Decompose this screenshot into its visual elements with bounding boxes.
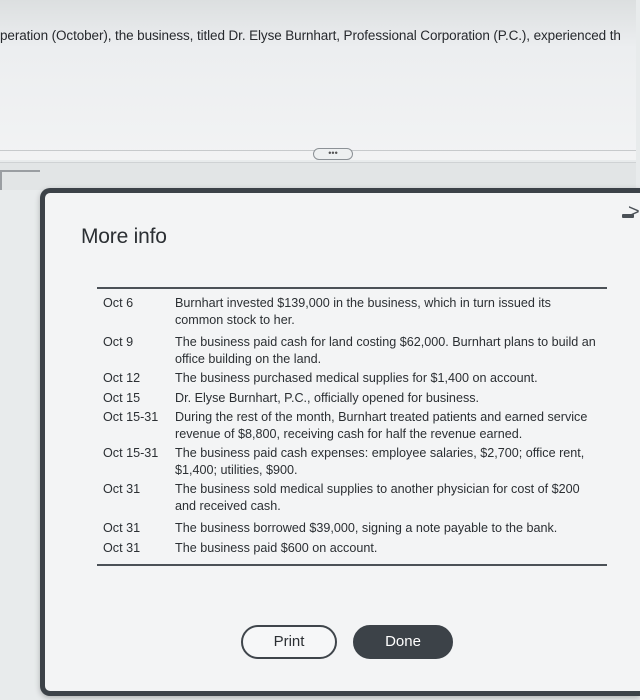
info-table — [97, 287, 607, 566]
row-date: Oct 12 — [103, 371, 141, 385]
row-date: Oct 31 — [103, 540, 141, 555]
table-row — [97, 390, 607, 407]
table-row — [97, 520, 607, 537]
print-button[interactable]: Print — [241, 625, 337, 659]
row-date: Oct 15-31 — [103, 410, 159, 424]
row-date: Oct 6 — [103, 296, 134, 310]
table-row — [97, 540, 607, 557]
row-description: The business paid $600 on account. — [175, 540, 378, 555]
row-description: Dr. Elyse Burnhart, P.C., officially opened for business. — [175, 390, 480, 405]
row-date: Oct 31 — [103, 521, 141, 535]
row-description: Burnhart invested $139,000 in the business, which in turn issued its common stock to her. — [175, 296, 551, 327]
done-button[interactable]: Done — [353, 625, 453, 659]
problem-text-line: peration (October), the business, titled Dr. Elyse Burnhart, Professional Corporation (P.C.), experienced th — [0, 28, 621, 43]
row-description: The business paid cash for land costing $62,000. Burnhart plans to build an office building on the land. — [175, 335, 596, 366]
row-date: Oct 31 — [103, 482, 141, 496]
row-description: The business sold medical supplies to another physician for cost of $200 and received cash. — [175, 482, 580, 513]
table-row — [97, 445, 607, 478]
table-row — [97, 334, 607, 367]
underlying-panel-edge — [0, 170, 40, 190]
row-description: During the rest of the month, Burnhart treated patients and earned service revenue of $8,800, receiving cash for half the revenue earned. — [175, 410, 588, 441]
row-date: Oct 9 — [103, 335, 134, 349]
close-icon[interactable]: > — [628, 201, 640, 223]
dialog-title: More info — [81, 225, 167, 248]
row-date: Oct 15-31 — [103, 446, 159, 460]
expand-handle-button[interactable]: ••• — [313, 148, 353, 160]
table-row — [97, 295, 607, 328]
row-description: The business borrowed $39,000, signing a note payable to the bank. — [175, 521, 558, 535]
more-info-dialog — [40, 188, 640, 696]
row-description: The business paid cash expenses: employee salaries, $2,700; office rent, $1,400; utilities, $900. — [175, 446, 585, 477]
row-date: Oct 15 — [103, 390, 141, 405]
table-row — [97, 409, 607, 442]
table-row — [97, 481, 607, 514]
table-row — [97, 370, 607, 387]
page-background — [0, 0, 636, 160]
row-description: The business purchased medical supplies for $1,400 on account. — [175, 371, 538, 385]
underlying-toolbar — [0, 162, 636, 190]
